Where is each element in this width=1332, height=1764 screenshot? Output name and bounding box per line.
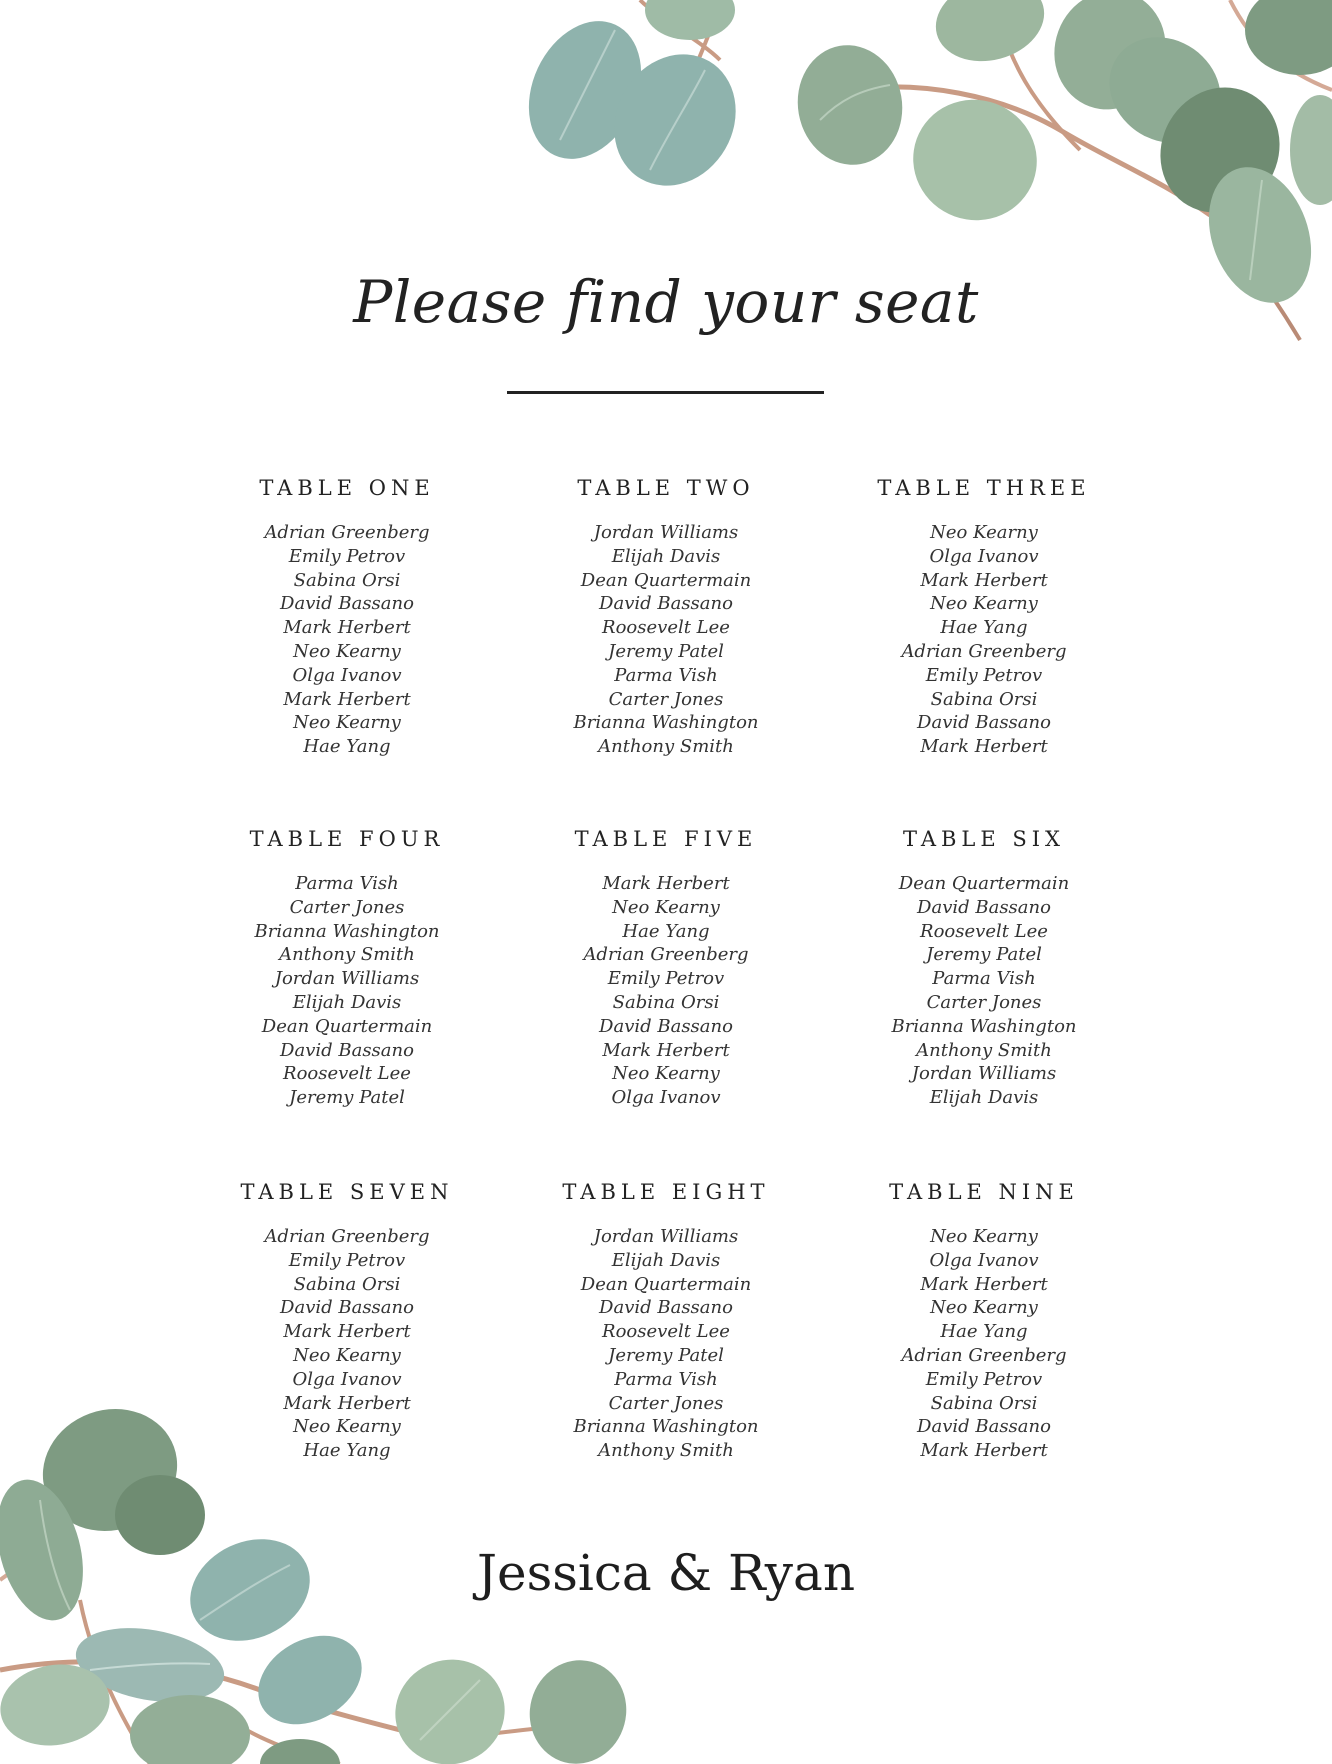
page-title: Please find your seat <box>353 268 979 336</box>
table-heading: TABLE EIGHT <box>562 1180 770 1204</box>
guest-name: Mark Herbert <box>283 1321 411 1343</box>
guest-name: Parma Vish <box>614 1368 718 1390</box>
couple-names: Jessica & Ryan <box>476 1544 856 1602</box>
guest-name: Emily Petrov <box>925 664 1043 686</box>
guest-name: Roosevelt Lee <box>602 617 730 639</box>
guest-name: Neo Kearny <box>612 896 720 918</box>
guest-name: David Bassano <box>280 1039 414 1061</box>
table-eight <box>506 1180 826 1463</box>
guest-name: Jordan Williams <box>274 968 420 990</box>
guest-name: Anthony Smith <box>279 944 415 966</box>
guest-name: Sabina Orsi <box>612 991 720 1013</box>
guest-name: Carter Jones <box>289 896 405 918</box>
guest-name: Roosevelt Lee <box>283 1063 411 1085</box>
guest-name: Mark Herbert <box>920 736 1048 758</box>
guest-name: Sabina Orsi <box>293 1273 401 1295</box>
guest-name: Sabina Orsi <box>930 688 1038 710</box>
guest-name: Olga Ivanov <box>292 1368 402 1390</box>
table-two <box>506 476 826 759</box>
guest-name: Adrian Greenberg <box>264 522 430 543</box>
guest-name: Roosevelt Lee <box>602 1321 730 1343</box>
guest-name: Olga Ivanov <box>929 1249 1039 1271</box>
guest-name: Mark Herbert <box>602 1039 730 1061</box>
guest-name: Adrian Greenberg <box>901 640 1067 662</box>
guest-name: Emily Petrov <box>925 1368 1043 1390</box>
guest-name: Dean Quartermain <box>898 873 1070 894</box>
guest-name: Neo Kearny <box>930 522 1038 543</box>
table-nine <box>824 1180 1144 1463</box>
guest-name: Jeremy Patel <box>289 1087 405 1109</box>
guest-name: Dean Quartermain <box>580 569 752 591</box>
guest-name: Neo Kearny <box>612 1063 720 1085</box>
guest-name: David Bassano <box>917 896 1051 918</box>
guest-name: David Bassano <box>280 593 414 615</box>
guest-name: Mark Herbert <box>283 1392 411 1414</box>
guest-name: David Bassano <box>280 1297 414 1319</box>
guest-name: Olga Ivanov <box>611 1087 721 1109</box>
guest-name: Brianna Washington <box>573 1416 759 1438</box>
guest-name: Elijah Davis <box>292 991 402 1013</box>
guest-list <box>824 521 1144 759</box>
table-three <box>824 476 1144 759</box>
table-one <box>187 476 507 759</box>
guest-name: Sabina Orsi <box>293 569 401 591</box>
guest-list <box>506 521 826 759</box>
guest-name: Mark Herbert <box>283 688 411 710</box>
guest-name: Mark Herbert <box>920 1273 1048 1295</box>
guest-name: Jordan Williams <box>911 1063 1057 1085</box>
guest-name: Parma Vish <box>295 873 399 894</box>
guest-name: Parma Vish <box>932 968 1036 990</box>
guest-name: Neo Kearny <box>930 1226 1038 1247</box>
guest-name: Dean Quartermain <box>580 1273 752 1295</box>
guest-name: David Bassano <box>599 1015 733 1037</box>
table-heading: TABLE FOUR <box>249 827 445 851</box>
guest-name: Elijah Davis <box>611 545 721 567</box>
guest-name: Carter Jones <box>926 991 1042 1013</box>
guest-name: Anthony Smith <box>916 1039 1052 1061</box>
table-heading: TABLE SEVEN <box>240 1180 454 1204</box>
table-heading: TABLE NINE <box>889 1180 1079 1204</box>
guest-name: Adrian Greenberg <box>901 1344 1067 1366</box>
guest-list <box>187 1225 507 1463</box>
guest-name: Hae Yang <box>303 1440 391 1462</box>
guest-name: Parma Vish <box>614 664 718 686</box>
guest-name: Elijah Davis <box>929 1087 1039 1109</box>
guest-name: Jordan Williams <box>593 1226 739 1247</box>
guest-name: Anthony Smith <box>598 736 734 758</box>
guest-name: Jeremy Patel <box>608 1344 724 1366</box>
table-seven <box>187 1180 507 1463</box>
guest-name: Neo Kearny <box>293 640 401 662</box>
guest-list <box>506 1225 826 1463</box>
guest-name: David Bassano <box>917 712 1051 734</box>
guest-name: Hae Yang <box>940 617 1028 639</box>
guest-name: Anthony Smith <box>598 1440 734 1462</box>
guest-name: Neo Kearny <box>293 1416 401 1438</box>
table-five <box>506 827 826 1110</box>
table-heading: TABLE TWO <box>577 476 755 500</box>
table-heading: TABLE FIVE <box>574 827 758 851</box>
guest-name: Jeremy Patel <box>608 640 724 662</box>
guest-name: Neo Kearny <box>293 712 401 734</box>
guest-list <box>187 872 507 1110</box>
table-four <box>187 827 507 1110</box>
guest-name: Mark Herbert <box>920 1440 1048 1462</box>
title-divider <box>507 391 824 394</box>
guest-name: Olga Ivanov <box>929 545 1039 567</box>
table-heading: TABLE SIX <box>902 827 1066 851</box>
table-heading: TABLE ONE <box>259 476 435 500</box>
guest-name: Mark Herbert <box>602 873 730 894</box>
guest-name: Neo Kearny <box>930 1297 1038 1319</box>
guest-name: Hae Yang <box>303 736 391 758</box>
guest-name: Adrian Greenberg <box>264 1226 430 1247</box>
guest-list <box>824 1225 1144 1463</box>
guest-list <box>824 872 1144 1110</box>
guest-name: Adrian Greenberg <box>583 944 749 966</box>
guest-name: Brianna Washington <box>891 1015 1077 1037</box>
guest-name: David Bassano <box>599 1297 733 1319</box>
guest-name: Dean Quartermain <box>261 1015 433 1037</box>
guest-name: Hae Yang <box>622 920 710 942</box>
guest-name: Jeremy Patel <box>926 944 1042 966</box>
guest-name: Mark Herbert <box>283 617 411 639</box>
guest-name: Carter Jones <box>608 688 724 710</box>
guest-name: Emily Petrov <box>288 545 406 567</box>
guest-name: Mark Herbert <box>920 569 1048 591</box>
guest-name: Sabina Orsi <box>930 1392 1038 1414</box>
guest-name: Jordan Williams <box>593 522 739 543</box>
guest-name: Neo Kearny <box>293 1344 401 1366</box>
guest-name: Brianna Washington <box>573 712 759 734</box>
guest-list <box>506 872 826 1110</box>
guest-name: Brianna Washington <box>254 920 440 942</box>
guest-name: Emily Petrov <box>288 1249 406 1271</box>
guest-name: Elijah Davis <box>611 1249 721 1271</box>
guest-name: Hae Yang <box>940 1321 1028 1343</box>
guest-name: Roosevelt Lee <box>920 920 1048 942</box>
guest-name: David Bassano <box>599 593 733 615</box>
table-six <box>824 827 1144 1110</box>
guest-name: Olga Ivanov <box>292 664 402 686</box>
guest-name: Neo Kearny <box>930 593 1038 615</box>
table-heading: TABLE THREE <box>877 476 1091 500</box>
guest-name: Carter Jones <box>608 1392 724 1414</box>
guest-name: Emily Petrov <box>607 968 725 990</box>
guest-list <box>187 521 507 759</box>
guest-name: David Bassano <box>917 1416 1051 1438</box>
